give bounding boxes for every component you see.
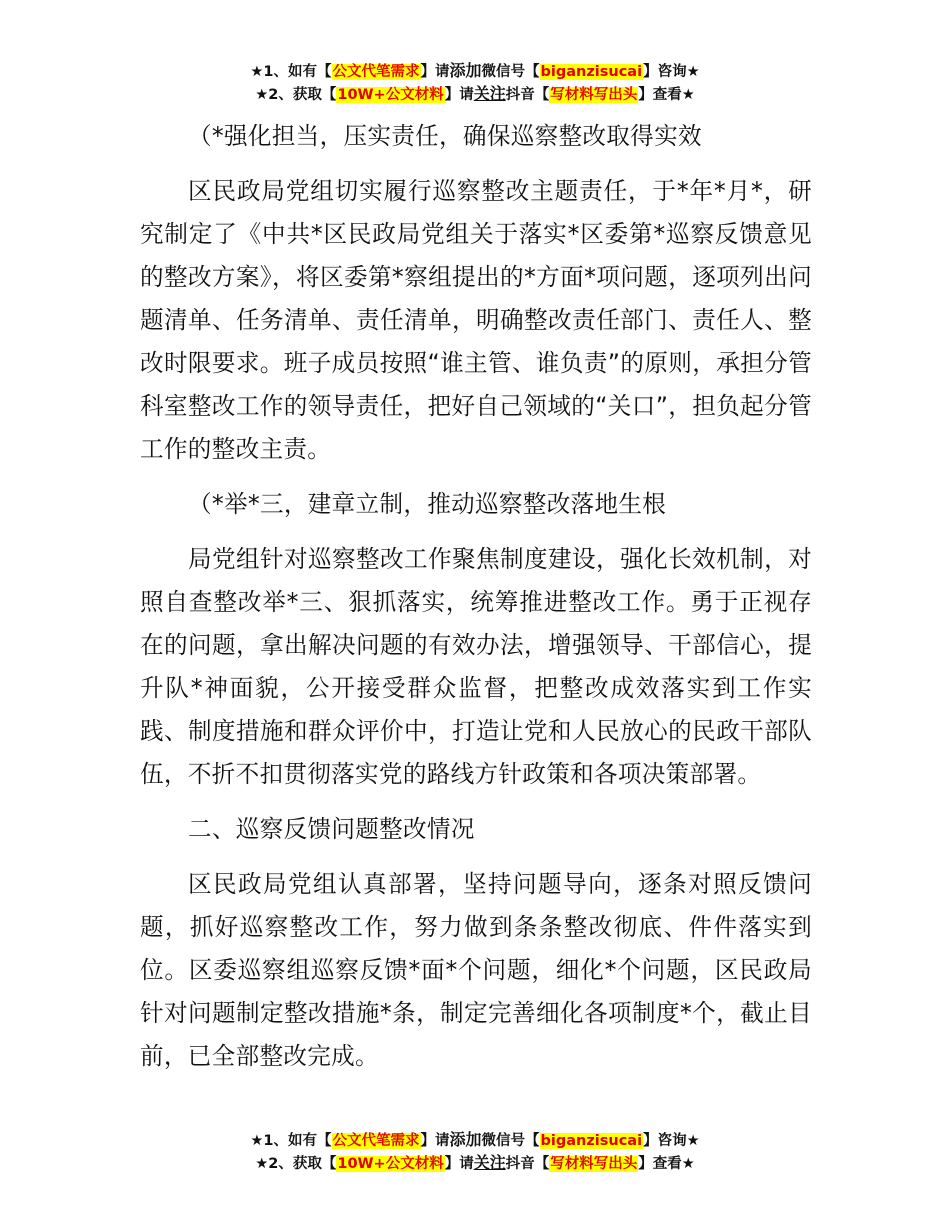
promo-line-1: ★1、如有【公文代笔需求】请添加微信号【biganzisucai】咨询★ bbox=[250, 1130, 700, 1149]
promo-line-2: ★2、获取【10W+公文材料】请关注抖音【写材料写出头】查看★ bbox=[255, 1153, 695, 1172]
promo-line-2: ★2、获取【10W+公文材料】请关注抖音【写材料写出头】查看★ bbox=[255, 84, 695, 103]
promo-highlight-wechat-id: biganzisucai bbox=[540, 1133, 643, 1149]
promo-highlight-wechat-id: biganzisucai bbox=[540, 64, 643, 80]
section-heading-2: 二、巡察反馈问题整改情况 bbox=[188, 815, 475, 843]
subheading-3: （*强化担当，压实责任，确保巡察整改取得实效 bbox=[188, 122, 702, 150]
promo-highlight-douyin: 写材料写出头 bbox=[550, 1156, 638, 1172]
paragraph-4: 局党组针对巡察整改工作聚焦制度建设，强化长效机制，对照自查整改举*三、狠抓落实，统筹推进整改工作。勇于正视存在的问题，拿出解决问题的有效办法，增强领导、干部信心，提升队*神面貌，公开接受群众监督，把整改成效落实到工作实践、制度措施和群众评价中，打造让党和人民放心的民政干部队伍，不折不扣贯彻落实党的路线方针政策和各项决策部署。 bbox=[140, 545, 812, 788]
promo-highlight-douyin: 写材料写出头 bbox=[550, 87, 638, 103]
paragraph-5: 区民政局党组认真部署，坚持问题导向，逐条对照反馈问题，抓好巡察整改工作，努力做到条条整改彻底、件件落实到位。区委巡察组巡察反馈*面*个问题，细化*个问题，区民政局针对问题制定整改措施*条，制定完善细化各项制度*个，截止目前，已全部整改完成。 bbox=[140, 870, 812, 1070]
promo-line-1: ★1、如有【公文代笔需求】请添加微信号【biganzisucai】咨询★ bbox=[250, 61, 700, 80]
promo-header bbox=[0, 60, 950, 106]
subheading-4: （*举*三，建章立制，推动巡察整改落地生根 bbox=[188, 490, 667, 518]
promo-highlight-materials: 10W+公文材料 bbox=[337, 1156, 444, 1172]
promo-highlight-ghostwriting: 公文代笔需求 bbox=[332, 64, 420, 80]
document-body bbox=[140, 115, 812, 1078]
promo-highlight-ghostwriting: 公文代笔需求 bbox=[332, 1133, 420, 1149]
promo-highlight-materials: 10W+公文材料 bbox=[337, 87, 444, 103]
paragraph-3: 区民政局党组切实履行巡察整改主题责任，于*年*月*，研究制定了《中共*区民政局党组关于落实*区委第*巡察反馈意见的整改方案》，将区委第*察组提出的*方面*项问题，逐项列出问题清单、任务清单、责任清单，明确整改责任部门、责任人、整改时限要求。班子成员按照“谁主管、谁负责”的原则，承担分管科室整改工作的领导责任，把好自己领域的“关口”，担负起分管工作的整改主责。 bbox=[140, 177, 812, 463]
promo-footer bbox=[0, 1129, 950, 1175]
